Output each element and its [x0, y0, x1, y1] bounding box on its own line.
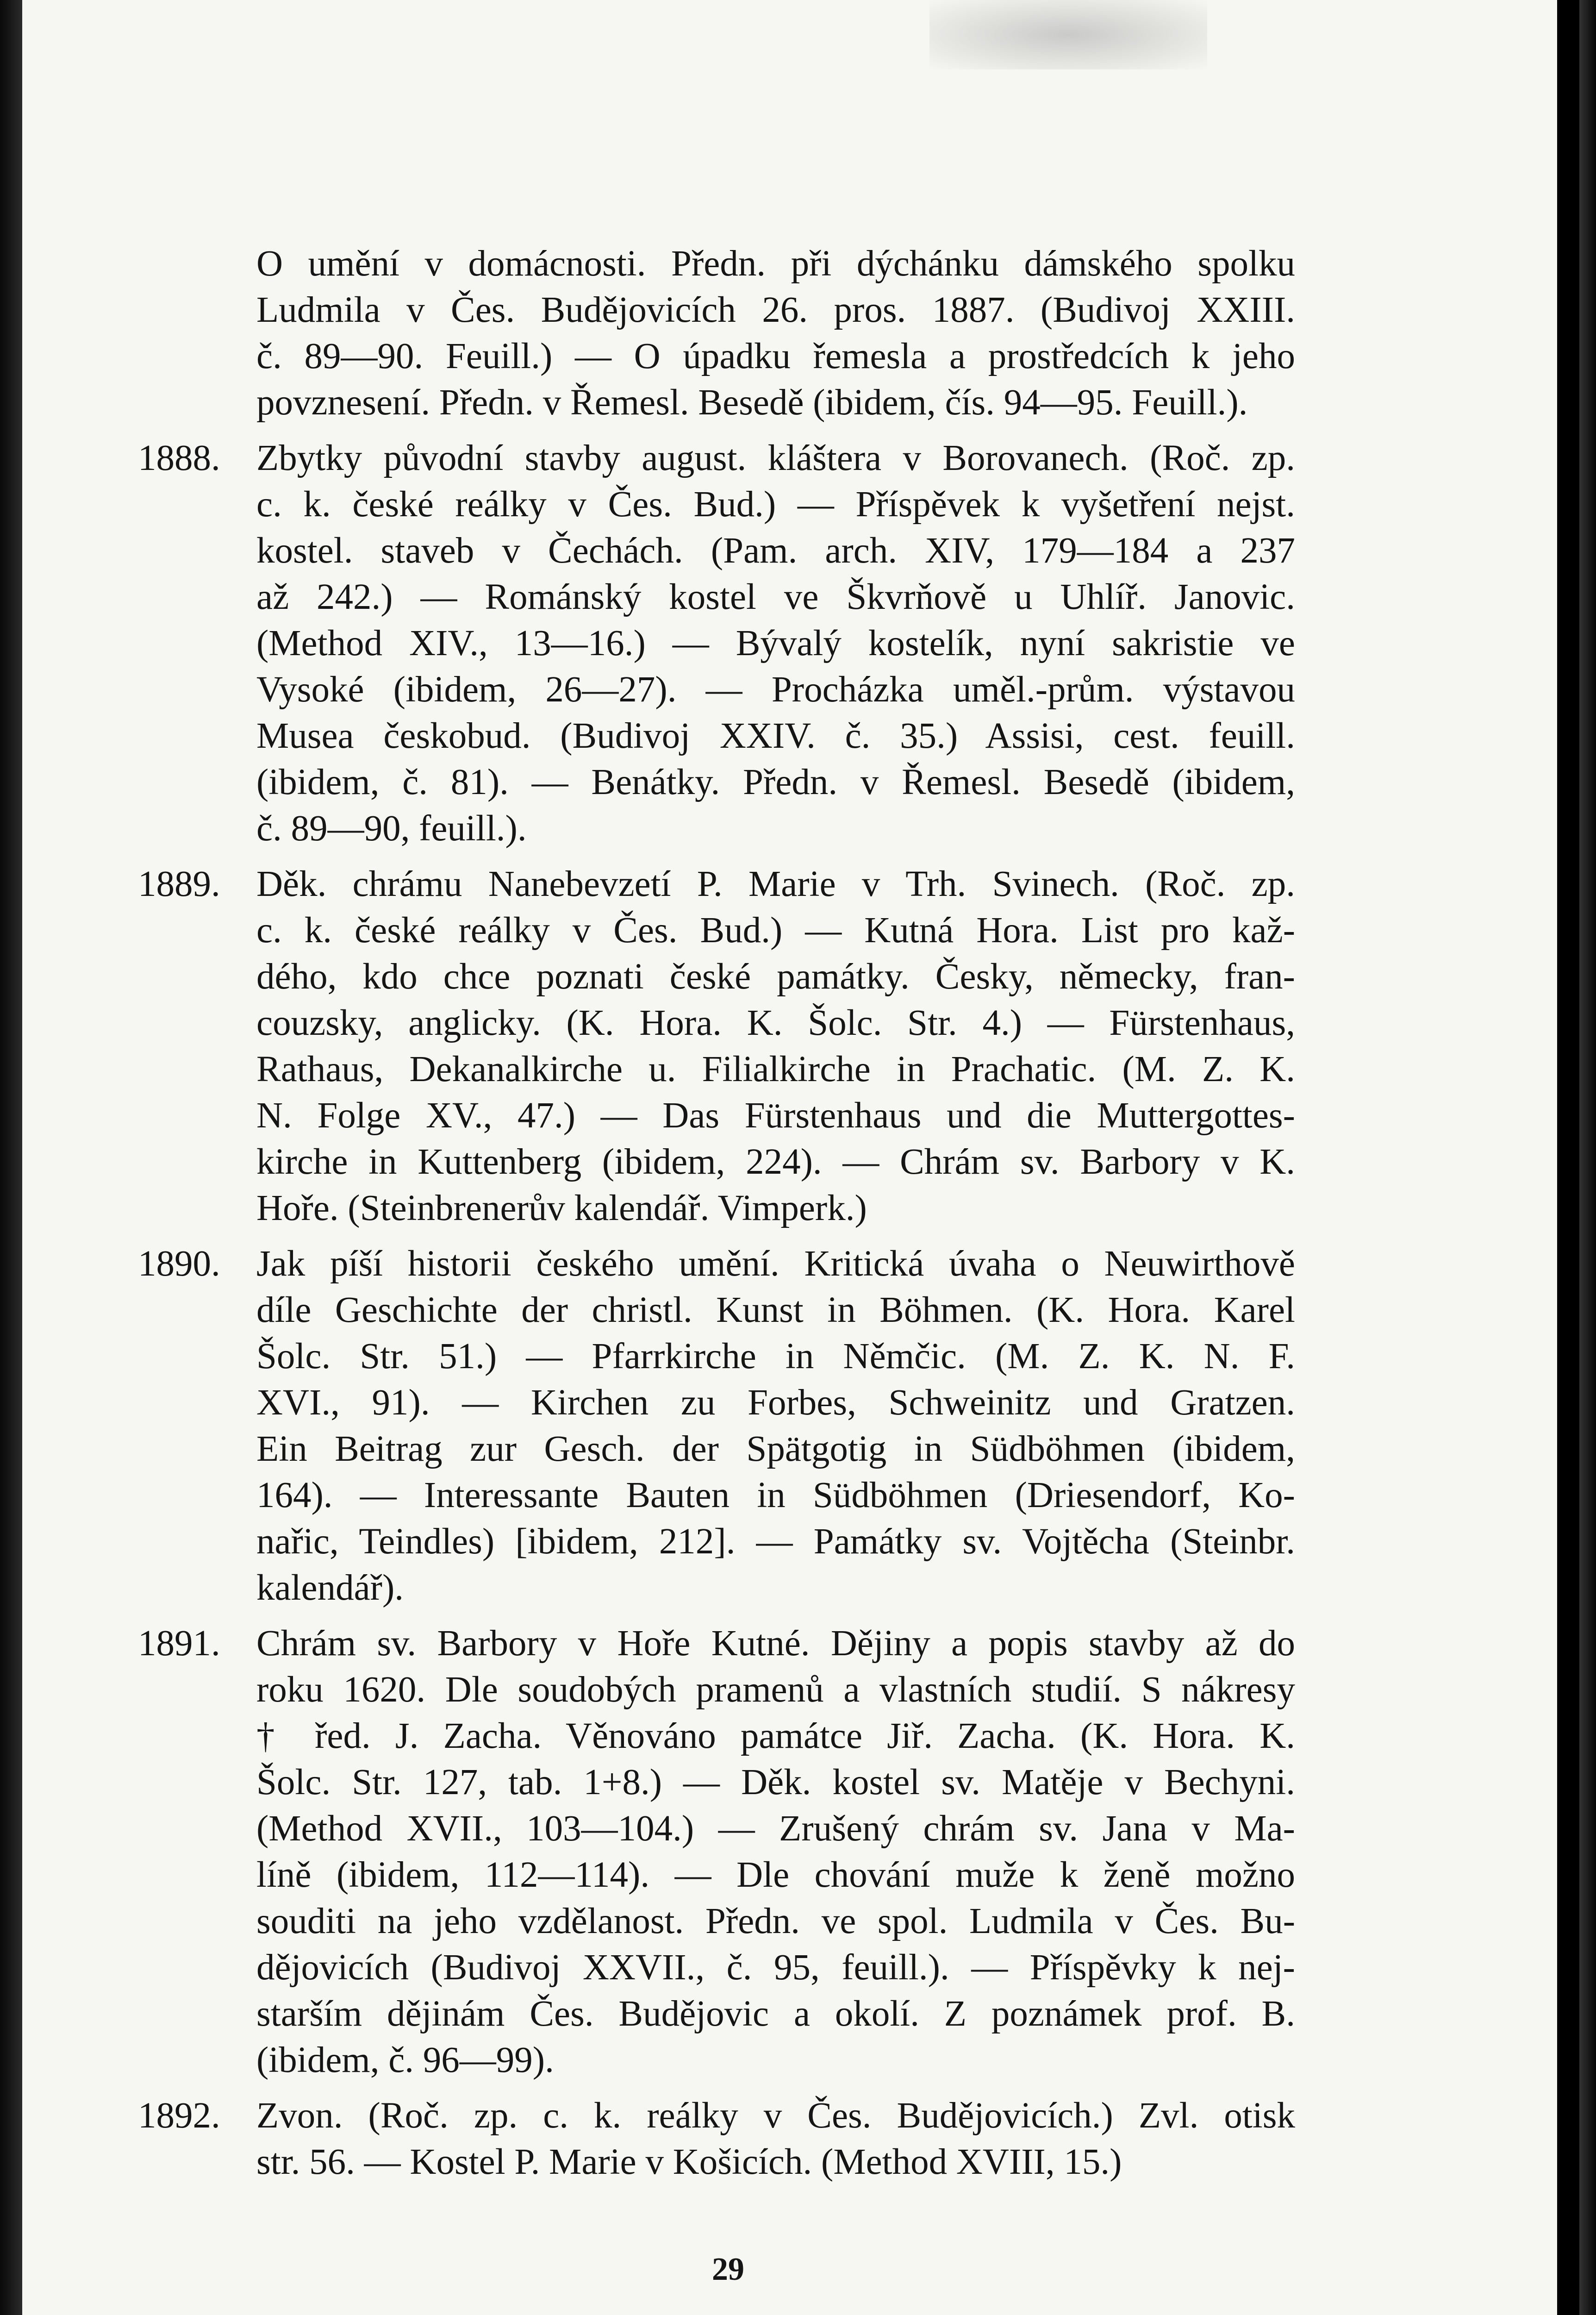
text-line: Vysoké (ibidem, 26—27). — Procházka uměl.-prům. výstavou	[256, 669, 1295, 710]
text-line: díle Geschichte der christl. Kunst in Böhmen. (K. Hora. Karel	[256, 1290, 1295, 1330]
entry-year: 1890.	[138, 1244, 220, 1284]
text-line: Šolc. Str. 51.) — Pfarrkirche in Němčic. (M. Z. K. N. F.	[256, 1336, 1295, 1376]
entry-year: 1889.	[138, 864, 220, 904]
entry-year: 1892.	[138, 2096, 220, 2136]
entry-year-1889	[138, 861, 1295, 1232]
text-line: roku 1620. Dle soudobých pramenů a vlastních studií. S nákresy	[256, 1670, 1295, 1710]
text-line: Musea českobud. (Budivoj XXIV. č. 35.) Assisi, cest. feuill.	[256, 716, 1295, 756]
entry-year-1890	[138, 1241, 1295, 1611]
text-line: kalendář).	[256, 1568, 404, 1608]
text-line: Zvon. (Roč. zp. c. k. reálky v Čes. Budějovicích.) Zvl. otisk	[256, 2096, 1295, 2136]
text-line: Rathaus, Dekanalkirche u. Filialkirche in Prachatic. (M. Z. K.	[256, 1049, 1295, 1089]
bibliography-text	[138, 241, 1295, 2195]
scan-left-edge	[0, 0, 22, 2315]
text-line: souditi na jeho vzdělanost. Předn. ve spol. Ludmila v Čes. Bu-	[256, 1901, 1295, 1941]
text-line: Ludmila v Čes. Budějovicích 26. pros. 1887. (Budivoj XXIII.	[256, 290, 1295, 330]
entry-year: 1888.	[138, 438, 220, 478]
page-number: 29	[712, 2252, 744, 2287]
scan-right-edge	[1579, 0, 1596, 2315]
text-line: O umění v domácnosti. Předn. při dýchánku dámského spolku	[256, 244, 1295, 284]
entry-year-1892	[138, 2093, 1295, 2185]
text-line: Děk. chrámu Nanebevzetí P. Marie v Trh. Svinech. (Roč. zp.	[256, 864, 1295, 904]
text-line: č. 89—90. Feuill.) — O úpadku řemesla a prostředcích k jeho	[256, 336, 1295, 376]
text-line: † řed. J. Zacha. Věnováno památce Jiř. Zacha. (K. Hora. K.	[256, 1716, 1295, 1756]
text-line: líně (ibidem, 112—114). — Dle chování muže k ženě možno	[256, 1855, 1295, 1895]
scan-stain	[929, 0, 1207, 69]
text-line: starším dějinám Čes. Budějovic a okolí. Z poznámek prof. B.	[256, 1994, 1295, 2034]
text-line: kostel. staveb v Čechách. (Pam. arch. XIV, 179—184 a 237	[256, 531, 1295, 571]
text-line: (ibidem, č. 81). — Benátky. Předn. v Řemesl. Besedě (ibidem,	[256, 762, 1295, 802]
text-line: N. Folge XV., 47.) — Das Fürstenhaus und die Muttergottes-	[256, 1095, 1295, 1136]
text-line: č. 89—90, feuill.).	[256, 808, 527, 849]
entry-year: 1891.	[138, 1623, 220, 1664]
text-line: c. k. české reálky v Čes. Bud.) — Kutná Hora. List pro kaž-	[256, 910, 1295, 951]
text-line: (Method XIV., 13—16.) — Bývalý kostelík, nyní sakristie ve	[256, 623, 1295, 663]
text-line: str. 56. — Kostel P. Marie v Košicích. (Method XVIII, 15.)	[256, 2142, 1122, 2182]
text-line: 164). — Interessante Bauten in Südböhmen (Driesendorf, Ko-	[256, 1475, 1295, 1515]
text-line: nařic, Teindles) [ibidem, 212]. — Památky sv. Vojtěcha (Steinbr.	[256, 1521, 1295, 1562]
text-line: Jak píší historii českého umění. Kritická úvaha o Neuwirthově	[256, 1244, 1295, 1284]
text-line: couzsky, anglicky. (K. Hora. K. Šolc. Str. 4.) — Fürstenhaus,	[256, 1003, 1295, 1043]
entry-year-1888	[138, 435, 1295, 852]
document-page	[22, 0, 1557, 2315]
text-line: Chrám sv. Barbory v Hoře Kutné. Dějiny a popis stavby až do	[256, 1623, 1295, 1664]
text-line: Hoře. (Steinbrenerův kalendář. Vimperk.)	[256, 1188, 867, 1228]
text-line: Šolc. Str. 127, tab. 1+8.) — Děk. kostel sv. Matěje v Bechyni.	[256, 1762, 1295, 1802]
text-line: c. k. české reálky v Čes. Bud.) — Příspěvek k vyšetření nejst.	[256, 484, 1295, 525]
entry-year-1891	[138, 1620, 1295, 2084]
text-line: dého, kdo chce poznati české památky. Česky, německy, fran-	[256, 957, 1295, 997]
text-line: povznesení. Předn. v Řemesl. Besedě (ibidem, čís. 94—95. Feuill.).	[256, 382, 1248, 423]
text-line: Ein Beitrag zur Gesch. der Spätgotig in Südböhmen (ibidem,	[256, 1429, 1295, 1469]
text-line: XVI., 91). — Kirchen zu Forbes, Schweinitz und Gratzen.	[256, 1383, 1295, 1423]
text-line: (ibidem, č. 96—99).	[256, 2040, 554, 2080]
text-line: kirche in Kuttenberg (ibidem, 224). — Chrám sv. Barbory v K.	[256, 1142, 1295, 1182]
entry-continued	[217, 241, 1295, 426]
text-line: Zbytky původní stavby august. kláštera v Borovanech. (Roč. zp.	[256, 438, 1295, 478]
text-line: dějovicích (Budivoj XXVII., č. 95, feuill.). — Příspěvky k nej-	[256, 1947, 1295, 1988]
text-line: (Method XVII., 103—104.) — Zrušený chrám sv. Jana v Ma-	[256, 1808, 1295, 1849]
text-line: až 242.) — Románský kostel ve Škvrňově u Uhlíř. Janovic.	[256, 577, 1295, 617]
